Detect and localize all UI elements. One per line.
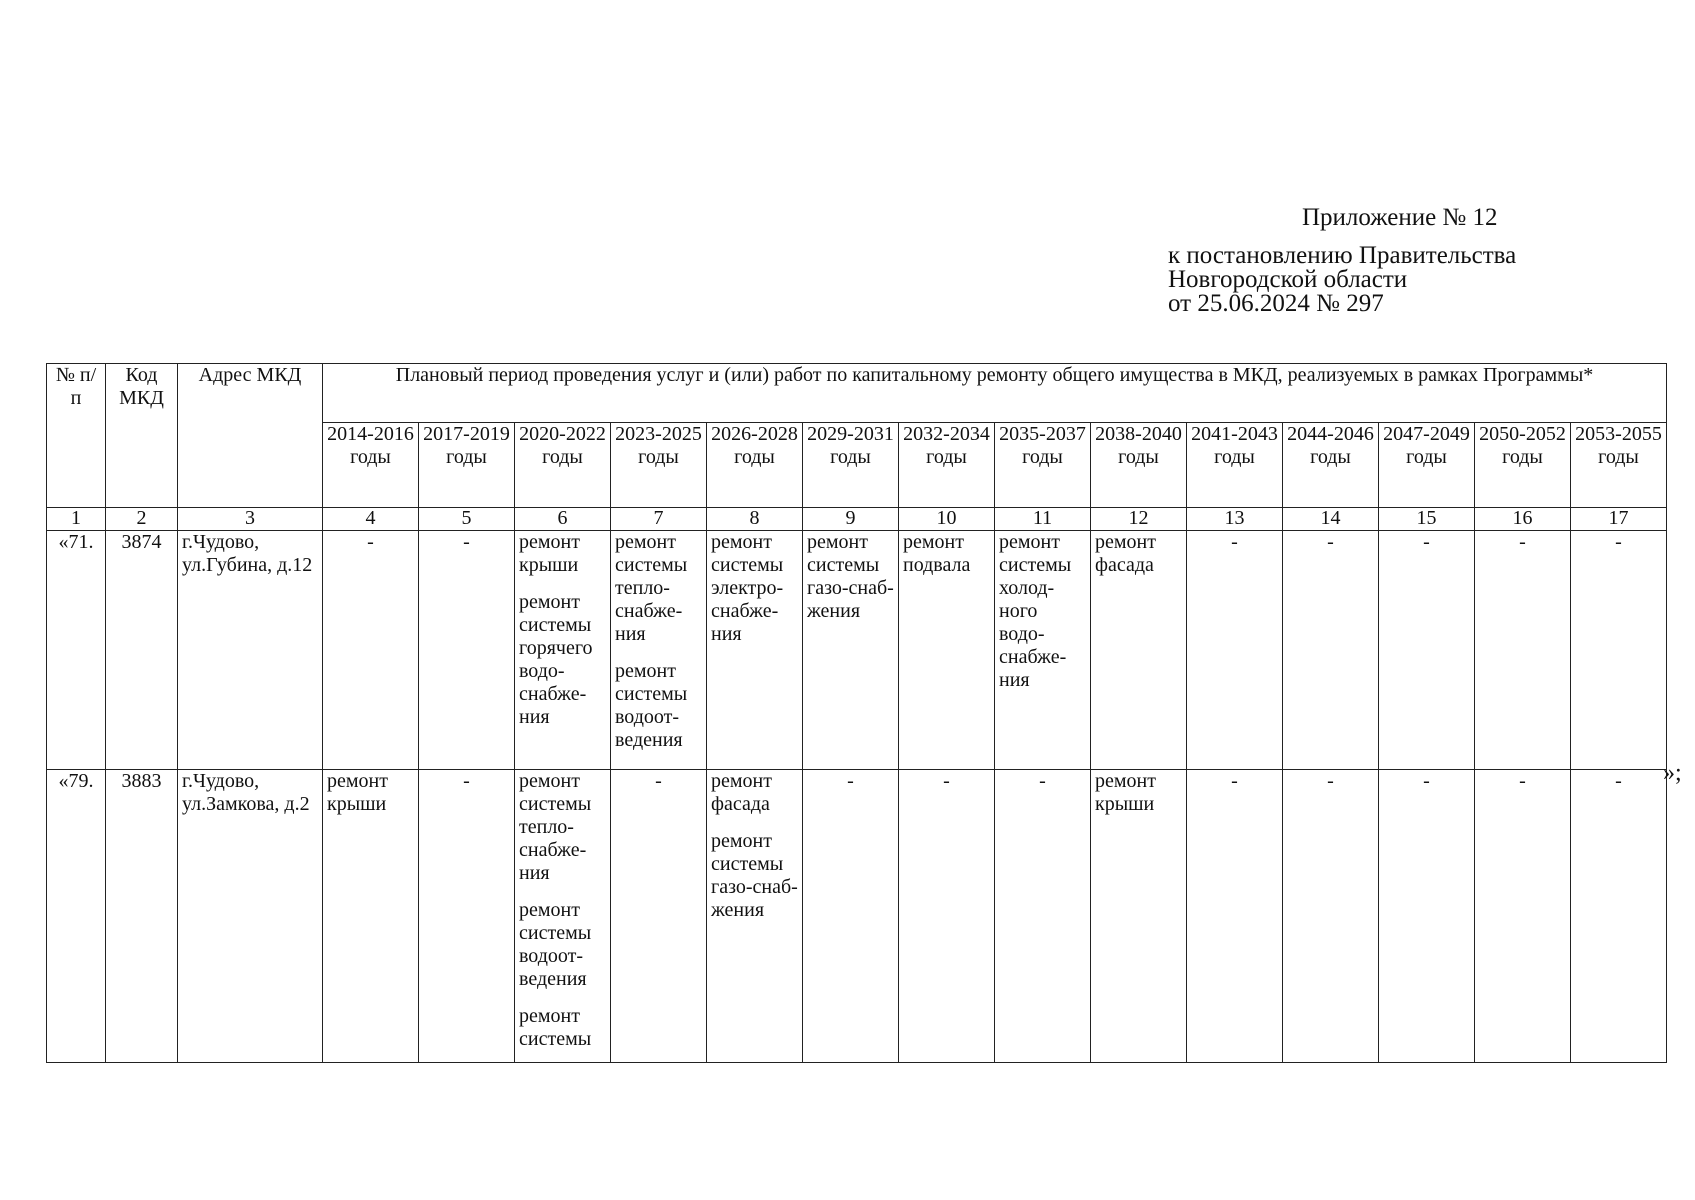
period-cell bbox=[803, 770, 899, 1063]
header-period: 2038-2040 годы bbox=[1091, 423, 1187, 508]
period-cell bbox=[323, 770, 419, 1063]
empty-dash: - bbox=[1615, 770, 1622, 792]
column-number: 13 bbox=[1187, 508, 1283, 531]
table-row bbox=[47, 770, 1667, 1063]
header-code: Код МКД bbox=[106, 364, 178, 508]
building-address: г.Чудово, ул.Губина, д.12 bbox=[178, 531, 323, 770]
period-cell bbox=[1475, 770, 1571, 1063]
work-item: ремонт системы горячего водо-снабже-ния bbox=[519, 591, 593, 728]
column-number: 4 bbox=[323, 508, 419, 531]
column-number: 5 bbox=[419, 508, 515, 531]
period-cell bbox=[1091, 531, 1187, 770]
header-period: 2044-2046 годы bbox=[1283, 423, 1379, 508]
header-address: Адрес МКД bbox=[178, 364, 323, 508]
work-item: ремонт системы водоот-ведения bbox=[519, 899, 592, 990]
column-number: 1 bbox=[47, 508, 106, 531]
empty-dash: - bbox=[655, 770, 662, 792]
appendix-title: Приложение № 12 bbox=[1302, 204, 1498, 231]
period-cell bbox=[419, 770, 515, 1063]
column-number: 2 bbox=[106, 508, 178, 531]
column-number: 17 bbox=[1571, 508, 1667, 531]
period-cell bbox=[1187, 770, 1283, 1063]
header-num: № п/п bbox=[47, 364, 106, 508]
work-item: ремонт подвала bbox=[903, 531, 971, 576]
header-period: 2041-2043 годы bbox=[1187, 423, 1283, 508]
closing-mark: »; bbox=[1663, 760, 1682, 786]
period-cell bbox=[707, 770, 803, 1063]
header-period: 2050-2052 годы bbox=[1475, 423, 1571, 508]
work-item: ремонт системы газо-снаб-жения bbox=[807, 531, 894, 622]
period-cell bbox=[419, 531, 515, 770]
empty-dash: - bbox=[1327, 770, 1334, 792]
empty-dash: - bbox=[943, 770, 950, 792]
period-cell bbox=[1571, 531, 1667, 770]
repair-schedule-table bbox=[46, 363, 1667, 1063]
appendix-line-1: к постановлению Правительства bbox=[1168, 242, 1517, 269]
period-cell bbox=[1283, 531, 1379, 770]
header-period: 2053-2055 годы bbox=[1571, 423, 1667, 508]
appendix-line-2: Новгородской области bbox=[1168, 266, 1408, 293]
period-cell bbox=[1283, 770, 1379, 1063]
work-item: ремонт системы тепло-снабже-ния bbox=[615, 531, 688, 645]
empty-dash: - bbox=[847, 770, 854, 792]
table-body bbox=[47, 531, 1667, 1063]
column-number: 14 bbox=[1283, 508, 1379, 531]
period-cell bbox=[995, 531, 1091, 770]
column-number: 8 bbox=[707, 508, 803, 531]
empty-dash: - bbox=[1423, 770, 1430, 792]
period-cell bbox=[611, 770, 707, 1063]
appendix-line-3: от 25.06.2024 № 297 bbox=[1168, 290, 1384, 317]
work-item: ремонт крыши bbox=[1095, 770, 1156, 815]
empty-dash: - bbox=[1615, 531, 1622, 553]
period-cell bbox=[515, 531, 611, 770]
header-period: 2017-2019 годы bbox=[419, 423, 515, 508]
work-item: ремонт системы водоот-ведения bbox=[615, 660, 688, 751]
header-period: 2035-2037 годы bbox=[995, 423, 1091, 508]
header-period: 2047-2049 годы bbox=[1379, 423, 1475, 508]
empty-dash: - bbox=[1519, 770, 1526, 792]
period-cell bbox=[323, 531, 419, 770]
period-cell bbox=[995, 770, 1091, 1063]
row-number: «79. bbox=[47, 770, 106, 1063]
empty-dash: - bbox=[1039, 770, 1046, 792]
row-number: «71. bbox=[47, 531, 106, 770]
column-numbers-row bbox=[47, 508, 1667, 531]
work-item: ремонт системы холод-ного водо-снабже-ния bbox=[999, 531, 1072, 691]
header-period: 2029-2031 годы bbox=[803, 423, 899, 508]
building-address: г.Чудово, ул.Замкова, д.2 bbox=[178, 770, 323, 1063]
header-period: 2014-2016 годы bbox=[323, 423, 419, 508]
period-cell bbox=[803, 531, 899, 770]
table-row bbox=[47, 531, 1667, 770]
empty-dash: - bbox=[1231, 770, 1238, 792]
work-item: ремонт крыши bbox=[327, 770, 388, 815]
period-cell bbox=[1475, 531, 1571, 770]
work-item: ремонт крыши bbox=[519, 531, 580, 576]
column-number: 7 bbox=[611, 508, 707, 531]
work-item: ремонт фасада bbox=[1095, 531, 1156, 576]
empty-dash: - bbox=[1423, 531, 1430, 553]
column-number: 6 bbox=[515, 508, 611, 531]
period-cell bbox=[899, 770, 995, 1063]
period-cell bbox=[1571, 770, 1667, 1063]
header-plan-title: Плановый период проведения услуг и (или) работ по капитальному ремонту общего имущества в МКД, реализуемых в рамках Программы* bbox=[323, 364, 1667, 423]
period-cell bbox=[1187, 531, 1283, 770]
work-item: ремонт системы электро-снабже-ния bbox=[711, 531, 784, 645]
header-period: 2032-2034 годы bbox=[899, 423, 995, 508]
column-number: 3 bbox=[178, 508, 323, 531]
period-cell bbox=[515, 770, 611, 1063]
period-cell bbox=[707, 531, 803, 770]
header-period: 2026-2028 годы bbox=[707, 423, 803, 508]
period-cell bbox=[1379, 531, 1475, 770]
column-number: 9 bbox=[803, 508, 899, 531]
column-number: 15 bbox=[1379, 508, 1475, 531]
period-cell bbox=[899, 531, 995, 770]
period-cell bbox=[1091, 770, 1187, 1063]
work-item: ремонт системы тепло-снабже-ния bbox=[519, 770, 592, 884]
header-period: 2023-2025 годы bbox=[611, 423, 707, 508]
empty-dash: - bbox=[367, 531, 374, 553]
period-cell bbox=[611, 531, 707, 770]
work-item: ремонт фасада bbox=[711, 770, 772, 815]
work-item: ремонт системы газо-снаб-жения bbox=[711, 830, 798, 921]
building-code: 3883 bbox=[106, 770, 178, 1063]
empty-dash: - bbox=[1231, 531, 1238, 553]
column-number: 12 bbox=[1091, 508, 1187, 531]
empty-dash: - bbox=[463, 531, 470, 553]
empty-dash: - bbox=[1519, 531, 1526, 553]
column-number: 11 bbox=[995, 508, 1091, 531]
column-number: 10 bbox=[899, 508, 995, 531]
work-item: ремонт системы bbox=[519, 1005, 592, 1050]
header-row-top bbox=[47, 364, 1667, 423]
header-period: 2020-2022 годы bbox=[515, 423, 611, 508]
empty-dash: - bbox=[1327, 531, 1334, 553]
building-code: 3874 bbox=[106, 531, 178, 770]
period-cell bbox=[1379, 770, 1475, 1063]
appendix-header bbox=[1168, 206, 1516, 316]
column-number: 16 bbox=[1475, 508, 1571, 531]
empty-dash: - bbox=[463, 770, 470, 792]
